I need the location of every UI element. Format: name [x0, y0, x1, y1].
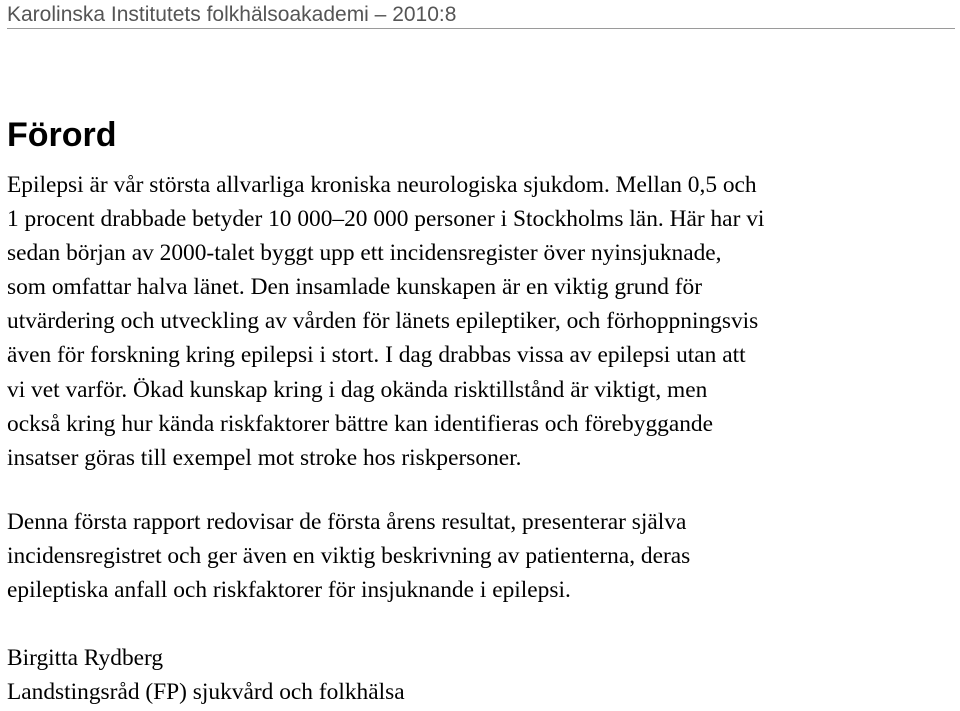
paragraph-line: incidensregistret och ger även en viktig beskrivning av patienterna, deras	[7, 543, 691, 570]
paragraph-line: även för forskning kring epilepsi i stort. I dag drabbas vissa av epilepsi utan att	[7, 342, 746, 369]
paragraph-line: Epilepsi är vår största allvarliga kroniska neurologiska sjukdom. Mellan 0,5 och	[7, 172, 757, 198]
paragraph-line: insatser göras till exempel mot stroke hos riskpersoner.	[7, 444, 522, 471]
paragraph-line: som omfattar halva länet. Den insamlade kunskapen är en viktig grund för	[7, 274, 703, 301]
paragraph-line: epileptiska anfall och riskfaktorer för insjuknande i epilepsi.	[7, 577, 571, 604]
paragraph-line: också kring hur kända riskfaktorer bättre kan identifieras och förebyggande	[7, 410, 713, 437]
paragraph-line: vi vet varför. Ökad kunskap kring i dag okända risktillstånd är viktigt, men	[7, 376, 708, 403]
paragraph-report	[7, 505, 955, 607]
signature-name: Birgitta Rydberg	[7, 645, 164, 671]
running-header: Karolinska Institutets folkhälsoakademi – 2010:8	[7, 2, 955, 29]
paragraph-line: sedan början av 2000-talet byggt upp ett incidensregister över nyinsjuknade,	[7, 240, 722, 267]
paragraph-line: utvärdering och utveckling av vården för länets epileptiker, och förhoppningsvis	[7, 308, 759, 335]
paragraph-intro	[7, 168, 955, 475]
paragraph-line: Denna första rapport redovisar de första årens resultat, presenterar själva	[7, 509, 687, 535]
signature-role: Landstingsråd (FP) sjukvård och folkhälsa	[7, 679, 405, 706]
section-title: Förord	[7, 116, 117, 154]
paragraph-line: 1 procent drabbade betyder 10 000–20 000 personer i Stockholms län. Här har vi	[7, 206, 765, 233]
signature-block	[7, 641, 955, 709]
